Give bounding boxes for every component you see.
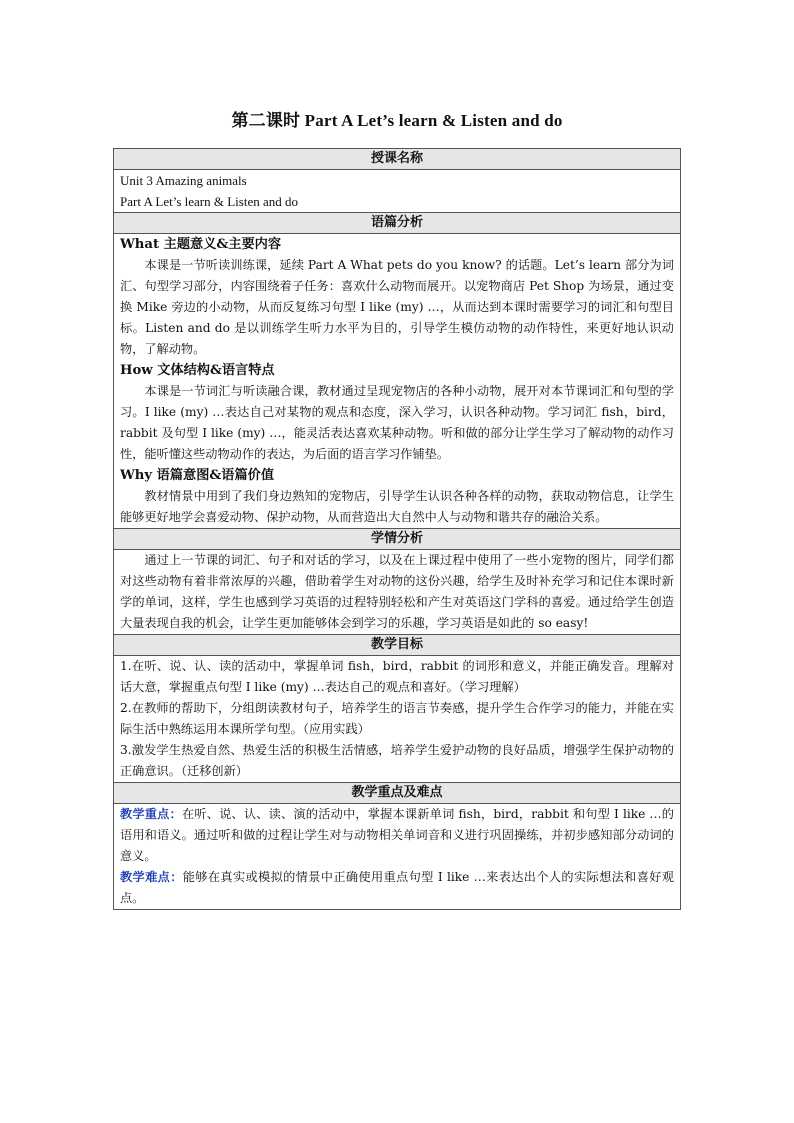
learner-analysis-cell: [114, 550, 681, 635]
teaching-difficulty-text: 能够在真实或模拟的情景中正确使用重点句型 I like …来表达出个人的实际想法和喜好观点。: [120, 870, 674, 905]
key-points-header: 教学重点及难点: [114, 783, 681, 804]
teaching-focus: [120, 804, 674, 867]
text-analysis-header: 语篇分析: [114, 213, 681, 234]
objectives-header: 教学目标: [114, 635, 681, 656]
key-points-row: [114, 804, 681, 910]
what-subheading: What 主题意义&主要内容: [120, 237, 282, 252]
learner-analysis-row: [114, 550, 681, 635]
teaching-focus-text: 在听、说、认、读、演的活动中，掌握本课新单词 fish，bird，rabbit 和句型 I like …的语用和语义。通过听和做的过程让学生对与动物相关单词音和义进行巩固操练，并初步感知部分动词的意义。: [120, 807, 674, 863]
lesson-plan-table: [113, 148, 681, 910]
learner-analysis-header-row: [114, 529, 681, 550]
objective-item-2: 2.在教师的帮助下，分组朗读教材句子，培养学生的语言节奏感，提升学生合作学习的能力，并能在实际生活中熟练运用本课所学句型。（应用实践）: [120, 701, 674, 736]
key-points-header-row: [114, 783, 681, 804]
objective-item-1: 1.在听、说、认、读的活动中，掌握单词 fish，bird，rabbit 的词形和意义，并能正确发音。理解对话大意，掌握重点句型 I like (my) …表达自己的观点和喜好。（学习理解）: [120, 659, 674, 694]
what-paragraph: 本课是一节听读训练课，延续 Part A What pets do you know? 的话题。Let’s learn 部分为词汇、句型学习部分，内容围绕着子任务：喜欢什么动物而展开。以宠物商店 Pet Shop 为场景，通过变换 Mike 旁边的小动物，从而反复练习句型 I like (my) …，从而达到本课时需要学习的词汇和句型目标。Listen and do 是以训练学生听力水平为目的，引导学生模仿动物的动作特性，来更好地认识动物，了解动物。: [120, 258, 674, 356]
page-title: 第二课时 Part A Let’s learn & Listen and do: [231, 111, 563, 130]
part-title: Part A Let’s learn & Listen and do: [120, 194, 298, 209]
objectives-row: [114, 656, 681, 783]
why-paragraph: 教材情景中用到了我们身边熟知的宠物店，引导学生认识各种各样的动物，获取动物信息，让学生能够更好地学会喜爱动物、保护动物，从而营造出大自然中人与动物和谐共存的融洽关系。: [120, 489, 674, 524]
key-points-cell: [114, 804, 681, 910]
teaching-focus-label: 教学重点：: [120, 807, 182, 821]
course-name-header-row: [114, 149, 681, 170]
course-name-header: 授课名称: [114, 149, 681, 170]
text-analysis-header-row: [114, 213, 681, 234]
unit-title: Unit 3 Amazing animals: [120, 173, 247, 188]
text-analysis-row: [114, 234, 681, 529]
how-subheading: How 文体结构&语言特点: [120, 363, 275, 378]
teaching-difficulty: [120, 867, 674, 909]
objectives-cell: [114, 656, 681, 783]
objective-item-3: 3.激发学生热爱自然、热爱生活的积极生活情感，培养学生爱护动物的良好品质，增强学生保护动物的正确意识。（迁移创新）: [120, 743, 674, 778]
course-name-cell: [114, 170, 681, 213]
teaching-difficulty-label: 教学难点：: [120, 870, 183, 884]
learner-analysis-paragraph: 通过上一节课的词汇、句子和对话的学习，以及在上课过程中使用了一些小宠物的图片，同学们都对这些动物有着非常浓厚的兴趣，借助着学生对动物的这份兴趣，给学生及时补充学习和记住本课时新学的单词，这样，学生也感到学习英语的过程特别轻松和产生对英语这门学科的喜爱。通过给学生创造大量表现自我的机会，让学生更加能够体会到学习的乐趣，学习英语是如此的 so easy!: [120, 553, 674, 630]
how-paragraph: 本课是一节词汇与听读融合课，教材通过呈现宠物店的各种小动物，展开对本节课词汇和句型的学习。I like (my) …表达自己对某物的观点和态度，深入学习，认识各种动物。学习词汇 fish，bird，rabbit 及句型 I like (my) …，能灵活表达喜欢某种动物。听和做的部分让学生学习了解动物的动作习性，能听懂这些动物动作的表达，为后面的语言学习作铺垫。: [120, 384, 674, 461]
learner-analysis-header: 学情分析: [114, 529, 681, 550]
course-name-row: [114, 170, 681, 213]
why-subheading: Why 语篇意图&语篇价值: [120, 468, 275, 483]
text-analysis-cell: [114, 234, 681, 529]
objectives-header-row: [114, 635, 681, 656]
